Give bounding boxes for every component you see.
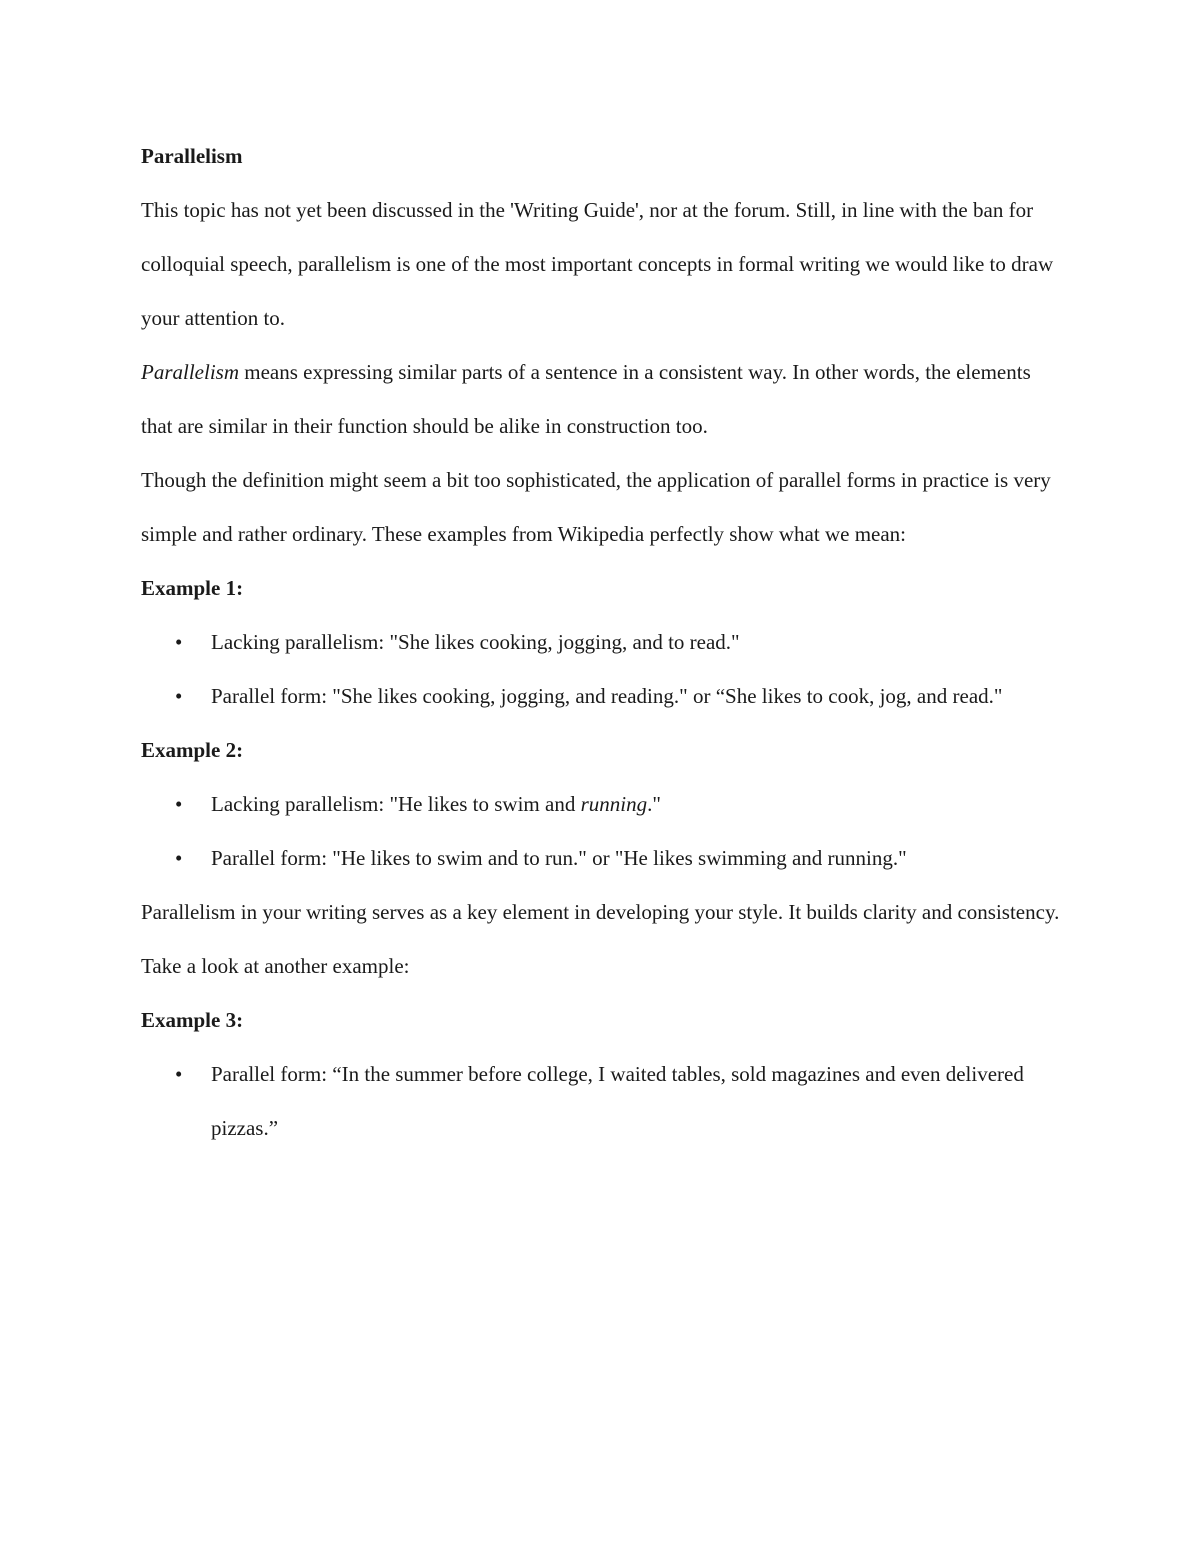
bullet-icon: •: [175, 1062, 183, 1086]
example-2-heading: Example 2:: [141, 738, 244, 762]
list-item-text-pre: Lacking parallelism: "He likes to swim and: [211, 792, 581, 816]
list-item-emphasis: running: [580, 792, 648, 816]
definition-paragraph: [141, 345, 1061, 453]
list-item: [141, 1047, 1061, 1155]
example-3-heading: Example 3:: [141, 1008, 244, 1032]
definition-term: Parallelism: [141, 360, 239, 384]
list-item: [141, 615, 1061, 669]
bullet-icon: •: [175, 630, 183, 654]
bullet-icon: •: [175, 792, 183, 816]
list-item-text-post: .": [647, 792, 661, 816]
list-item-text: Parallel form: “In the summer before college, I waited tables, sold magazines and even delivered pizzas.”: [211, 1062, 1024, 1140]
bullet-icon: •: [175, 846, 183, 870]
definition-text: means expressing similar parts of a sentence in a consistent way. In other words, the elements that are similar in their function should be alike in construction too.: [141, 360, 1031, 438]
list-item-text: Parallel form: "She likes cooking, jogging, and reading." or “She likes to cook, jog, and read.": [211, 684, 1003, 708]
bullet-icon: •: [175, 684, 183, 708]
example-1-heading: Example 1:: [141, 576, 244, 600]
document-title: Parallelism: [141, 144, 243, 168]
intro-paragraph: This topic has not yet been discussed in the 'Writing Guide', nor at the forum. Still, in line with the ban for colloquial speech, parallelism is one of the most important concepts in formal writing we would like to draw your attention to.: [141, 198, 1054, 330]
list-item: [141, 669, 1061, 723]
list-item-text: Lacking parallelism: "She likes cooking, jogging, and to read.": [211, 630, 740, 654]
list-item-text: Parallel form: "He likes to swim and to run." or "He likes swimming and running.": [211, 846, 907, 870]
example-2-list: [141, 777, 1061, 885]
example-3-list: [141, 1047, 1061, 1155]
style-paragraph: Parallelism in your writing serves as a key element in developing your style. It builds clarity and consistency. Take a look at another example:: [141, 900, 1060, 978]
document-page: [141, 129, 1061, 1155]
application-paragraph: Though the definition might seem a bit too sophisticated, the application of parallel forms in practice is very simple and rather ordinary. These examples from Wikipedia perfectly show what we mean:: [141, 468, 1051, 546]
list-item: [141, 777, 1061, 831]
example-1-list: [141, 615, 1061, 723]
list-item: [141, 831, 1061, 885]
